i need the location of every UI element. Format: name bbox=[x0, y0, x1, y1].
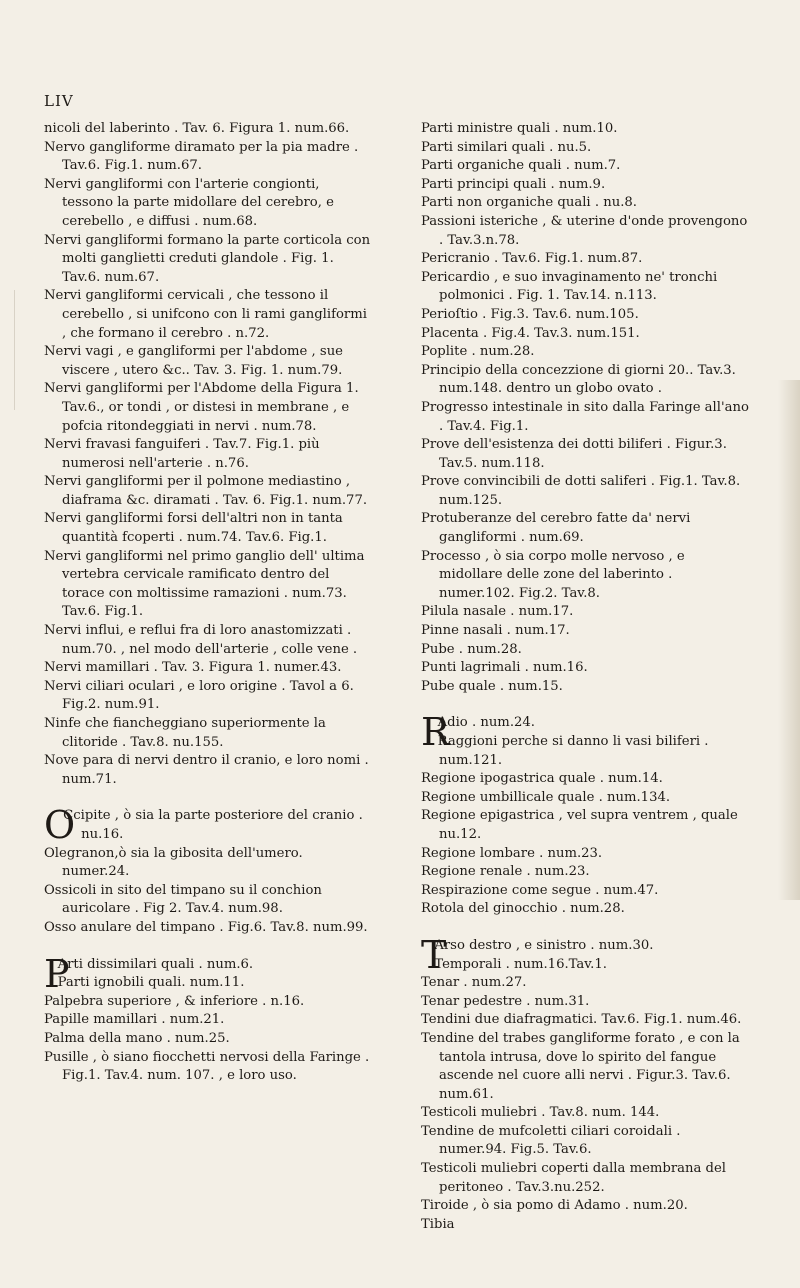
entry-text: Principio della concezzione di giorni 20.. Tav.3. num.148. dentro un globo ovato . bbox=[421, 362, 736, 397]
entry-text: Ossicoli in sito del timpano su il conchion auricolare . Fig 2. Tav.4. num.98. bbox=[44, 882, 322, 917]
index-column-left bbox=[44, 120, 374, 1086]
index-entry bbox=[421, 956, 751, 975]
entry-text: Pericranio . Tav.6. Fig.1. num.87. bbox=[421, 251, 643, 267]
entry-text: Regione lombare . num.23. bbox=[421, 845, 603, 861]
index-entry bbox=[44, 232, 374, 288]
entry-text: Tendine de mufcoletti ciliari coroidali . numer.94. Fig.5. Tav.6. bbox=[421, 1123, 681, 1158]
index-entry bbox=[421, 622, 751, 641]
index-entry bbox=[421, 1160, 751, 1197]
index-entry bbox=[421, 473, 751, 510]
index-entry bbox=[44, 845, 374, 882]
entry-text: Nervi gangliformi cervicali , che tessono il cerebello , si unifcono con li rami gangliformi , che formano il cerebro . n.72. bbox=[44, 288, 367, 341]
index-entry bbox=[421, 678, 751, 697]
section-gap bbox=[44, 789, 374, 807]
index-entry bbox=[421, 548, 751, 604]
index-entry bbox=[421, 659, 751, 678]
entry-text: Pilula nasale . num.17. bbox=[421, 604, 574, 620]
entry-text: Pinne nasali . num.17. bbox=[421, 623, 570, 639]
entry-text: Raggioni perche si danno li vasi biliferi . num.121. bbox=[437, 734, 709, 768]
index-entry bbox=[421, 974, 751, 993]
entry-text: Nervi ciliari oculari , e loro origine . Tavol a 6. Fig.2. num.91. bbox=[44, 678, 354, 713]
index-entry bbox=[44, 974, 374, 993]
index-entry bbox=[421, 641, 751, 660]
entry-text: Parti ministre quali . num.10. bbox=[421, 121, 618, 136]
index-entry bbox=[44, 678, 374, 715]
entry-text: Nervi gangliformi per l'Abdome della Figura 1. Tav.6., or tondi , or distesi in membrane , e pofcia ritondeggiati in nervi . num.78. bbox=[44, 381, 359, 434]
entry-text: Prove dell'esistenza dei dotti biliferi . Figur.3. Tav.5. num.118. bbox=[421, 437, 727, 471]
index-entry bbox=[421, 436, 751, 473]
entry-text: Nervi gangliformi forsi dell'altri non in tanta quantità fcoperti . num.74. Tav.6. Fig.1. bbox=[44, 511, 343, 546]
index-entry bbox=[44, 380, 374, 436]
section-gap bbox=[44, 938, 374, 956]
entry-text: Protuberanze del cerebro fatte da' nervi gangliformi . num.69. bbox=[421, 511, 691, 546]
index-column-right bbox=[421, 120, 751, 1234]
entry-text: Nervi gangliformi nel primo ganglio dell' ultima vertebra cervicale ramificato dentro del torace con moltissime ramazioni . num.73. Tav.6. Fig.1. bbox=[44, 548, 365, 620]
entry-text: Regione epigastrica , vel supra ventrem , quale nu.12. bbox=[421, 808, 738, 842]
entry-text: Regione umbillicale quale . num.134. bbox=[421, 789, 671, 805]
section-gap bbox=[421, 696, 751, 714]
entry-text: Pusille , ò siano fiocchetti nervosi della Faringe . Fig.1. Tav.4. num. 107. , e loro uso. bbox=[44, 1049, 370, 1084]
index-entry bbox=[421, 1197, 751, 1216]
index-entry bbox=[421, 1104, 751, 1123]
entry-text: Pube quale . num.15. bbox=[421, 678, 563, 694]
index-entry bbox=[44, 120, 374, 139]
entry-text: Palma della mano . num.25. bbox=[44, 1030, 230, 1046]
entry-text: Poplite . num.28. bbox=[421, 344, 535, 360]
entry-text: Nervi gangliformi per il polmone mediastino , diaframa &c. diramati . Tav. 6. Fig.1. num.77. bbox=[44, 474, 368, 508]
index-entry bbox=[421, 120, 751, 139]
index-entry bbox=[44, 1030, 374, 1049]
index-entry bbox=[421, 1030, 751, 1104]
page-edge-right bbox=[778, 380, 800, 900]
index-entry bbox=[44, 176, 374, 232]
entry-text: Regione ipogastrica quale . num.14. bbox=[421, 771, 663, 787]
entry-text: Punti lagrimali . num.16. bbox=[421, 660, 588, 676]
index-entry bbox=[421, 250, 751, 269]
entry-text: Testicoli muliebri coperti dalla membrana del peritoneo . Tav.3.nu.252. bbox=[421, 1161, 727, 1195]
entry-text: Tiroide , ò sia pomo di Adamo . num.20. bbox=[421, 1198, 688, 1214]
index-entry bbox=[44, 659, 374, 678]
entry-text: Nervi fravasi fanguiferi . Tav.7. Fig.1. più numerosi nell'arterie . n.76. bbox=[44, 437, 320, 471]
entry-text: Ninfe che fiancheggiano superiormente la clitoride . Tav.8. nu.155. bbox=[44, 716, 326, 750]
entry-text: Tenar . num.27. bbox=[421, 975, 527, 991]
page-number: LIV bbox=[44, 92, 74, 110]
dropcap-letter: O bbox=[44, 803, 76, 848]
index-entry bbox=[421, 770, 751, 789]
entry-text: Parti ignobili quali. num.11. bbox=[57, 975, 245, 991]
index-entry bbox=[421, 603, 751, 622]
index-entry bbox=[44, 1049, 374, 1086]
entry-text: Tibia bbox=[421, 1216, 455, 1232]
entry-text: Nervi gangliformi con l'arterie congionti, tessono la parte midollare del cerebro, e cerebello , e diffusi . num.68. bbox=[44, 176, 334, 229]
entry-text: Respirazione come segue . num.47. bbox=[421, 882, 659, 898]
entry-text: nicoli del laberinto . Tav. 6. Figura 1. num.66. bbox=[44, 121, 350, 136]
index-entry bbox=[421, 343, 751, 362]
index-entry bbox=[421, 1123, 751, 1160]
entry-text: Nervo gangliforme diramato per la pia madre . Tav.6. Fig.1. num.67. bbox=[44, 139, 359, 174]
index-entry bbox=[421, 863, 751, 882]
entry-text: Tenar pedestre . num.31. bbox=[421, 993, 590, 1009]
entry-text: Ccipite , ò sia la parte posteriore del cranio . nu.16. bbox=[63, 808, 363, 842]
index-entry bbox=[421, 789, 751, 808]
index-entry bbox=[44, 436, 374, 473]
entry-text: Nervi gangliformi formano la parte corticola con molti ganglietti creduti glandole . Fig. 1. Tav.6. num.67. bbox=[44, 232, 371, 285]
entry-text: Pericardio , e suo invaginamento ne' tronchi polmonici . Fig. 1. Tav.14. n.113. bbox=[421, 269, 718, 304]
entry-text: Parti principi quali . num.9. bbox=[421, 176, 606, 192]
index-entry bbox=[421, 807, 751, 844]
index-entry bbox=[421, 213, 751, 250]
index-entry bbox=[421, 845, 751, 864]
index-entry bbox=[421, 1216, 751, 1235]
entry-text: Parti organiche quali . num.7. bbox=[421, 158, 621, 174]
index-entry bbox=[421, 882, 751, 901]
index-entry-section-start bbox=[44, 803, 374, 848]
index-entry bbox=[44, 139, 374, 176]
index-entry bbox=[421, 176, 751, 195]
entry-text: Prove convincibili de dotti saliferi . Fig.1. Tav.8. num.125. bbox=[421, 474, 741, 508]
entry-text: Palpebra superiore , & inferiore . n.16. bbox=[44, 993, 305, 1009]
entry-text: Rotola del ginocchio . num.28. bbox=[421, 901, 625, 917]
entry-text: Passioni isteriche , & uterine d'onde provengono . Tav.3.n.78. bbox=[421, 213, 748, 248]
index-entry bbox=[421, 900, 751, 919]
index-entry bbox=[44, 473, 374, 510]
index-entry bbox=[44, 343, 374, 380]
entry-text: Parti non organiche quali . nu.8. bbox=[421, 195, 637, 211]
entry-text: Olegranon,ò sia la gibosita dell'umero. numer.24. bbox=[44, 845, 303, 880]
index-entry bbox=[44, 752, 374, 789]
entry-text: Progresso intestinale in sito dalla Faringe all'ano . Tav.4. Fig.1. bbox=[421, 399, 749, 434]
index-entry bbox=[421, 139, 751, 158]
index-entry bbox=[421, 399, 751, 436]
entry-text: Nervi vagi , e gangliformi per l'abdome , sue viscere , utero &c.. Tav. 3. Fig. 1. num.79. bbox=[44, 344, 343, 378]
entry-text: Testicoli muliebri . Tav.8. num. 144. bbox=[421, 1105, 660, 1121]
index-entry bbox=[421, 362, 751, 399]
index-entry bbox=[421, 1011, 751, 1030]
index-entry bbox=[44, 548, 374, 622]
index-entry bbox=[44, 287, 374, 343]
dropcap-letter: T bbox=[421, 932, 447, 977]
index-entry bbox=[421, 993, 751, 1012]
index-entry bbox=[44, 622, 374, 659]
entry-text: Arso destro , e sinistro . num.30. bbox=[434, 937, 654, 953]
entry-text: Nervi influi, e reflui fra di loro anastomizzati . num.70. , nel modo dell'arterie , colle vene . bbox=[44, 623, 358, 657]
entry-text: Papille mamillari . num.21. bbox=[44, 1012, 225, 1028]
entry-text: Nervi mamillari . Tav. 3. Figura 1. numer.43. bbox=[44, 660, 342, 676]
entry-text: Nove para di nervi dentro il cranio, e loro nomi . num.71. bbox=[44, 753, 369, 787]
entry-text: Regione renale . num.23. bbox=[421, 864, 590, 880]
dropcap-letter: R bbox=[421, 710, 450, 755]
entry-text: Temporali . num.16.Tav.1. bbox=[434, 956, 607, 972]
index-entry bbox=[421, 157, 751, 176]
index-entry bbox=[44, 715, 374, 752]
index-entry bbox=[44, 993, 374, 1012]
index-entry bbox=[421, 510, 751, 547]
index-entry bbox=[421, 306, 751, 325]
index-entry bbox=[44, 510, 374, 547]
dropcap-letter: P bbox=[44, 951, 70, 996]
index-entry bbox=[44, 1011, 374, 1030]
entry-text: Tendine del trabes gangliforme forato , e con la tantola intrusa, dove lo spirito del fangue ascende nel cuore alli nervi . Figur.3. Tav.6. num.61. bbox=[421, 1030, 740, 1102]
entry-text: Tendini due diafragmatici. Tav.6. Fig.1. num.46. bbox=[421, 1012, 742, 1028]
entry-text: Pube . num.28. bbox=[421, 641, 522, 657]
page-edge-left bbox=[0, 290, 15, 410]
entry-text: Parti similari quali . nu.5. bbox=[421, 139, 592, 155]
index-entry bbox=[421, 733, 751, 770]
entry-text: Arti dissimilari quali . num.6. bbox=[57, 956, 254, 972]
index-entry bbox=[44, 919, 374, 938]
entry-text: Osso anulare del timpano . Fig.6. Tav.8. num.99. bbox=[44, 919, 368, 935]
section-gap bbox=[421, 919, 751, 937]
index-entry bbox=[421, 194, 751, 213]
index-entry bbox=[44, 882, 374, 919]
entry-text: Placenta . Fig.4. Tav.3. num.151. bbox=[421, 325, 640, 341]
index-entry bbox=[421, 269, 751, 306]
entry-text: Perioſtio . Fig.3. Tav.6. num.105. bbox=[421, 306, 639, 322]
entry-text: Processo , ò sia corpo molle nervoso , e midollare delle zone del laberinto . numer.102. Fig.2. Tav.8. bbox=[421, 548, 685, 601]
index-entry bbox=[421, 325, 751, 344]
entry-text: Adio . num.24. bbox=[437, 715, 535, 731]
